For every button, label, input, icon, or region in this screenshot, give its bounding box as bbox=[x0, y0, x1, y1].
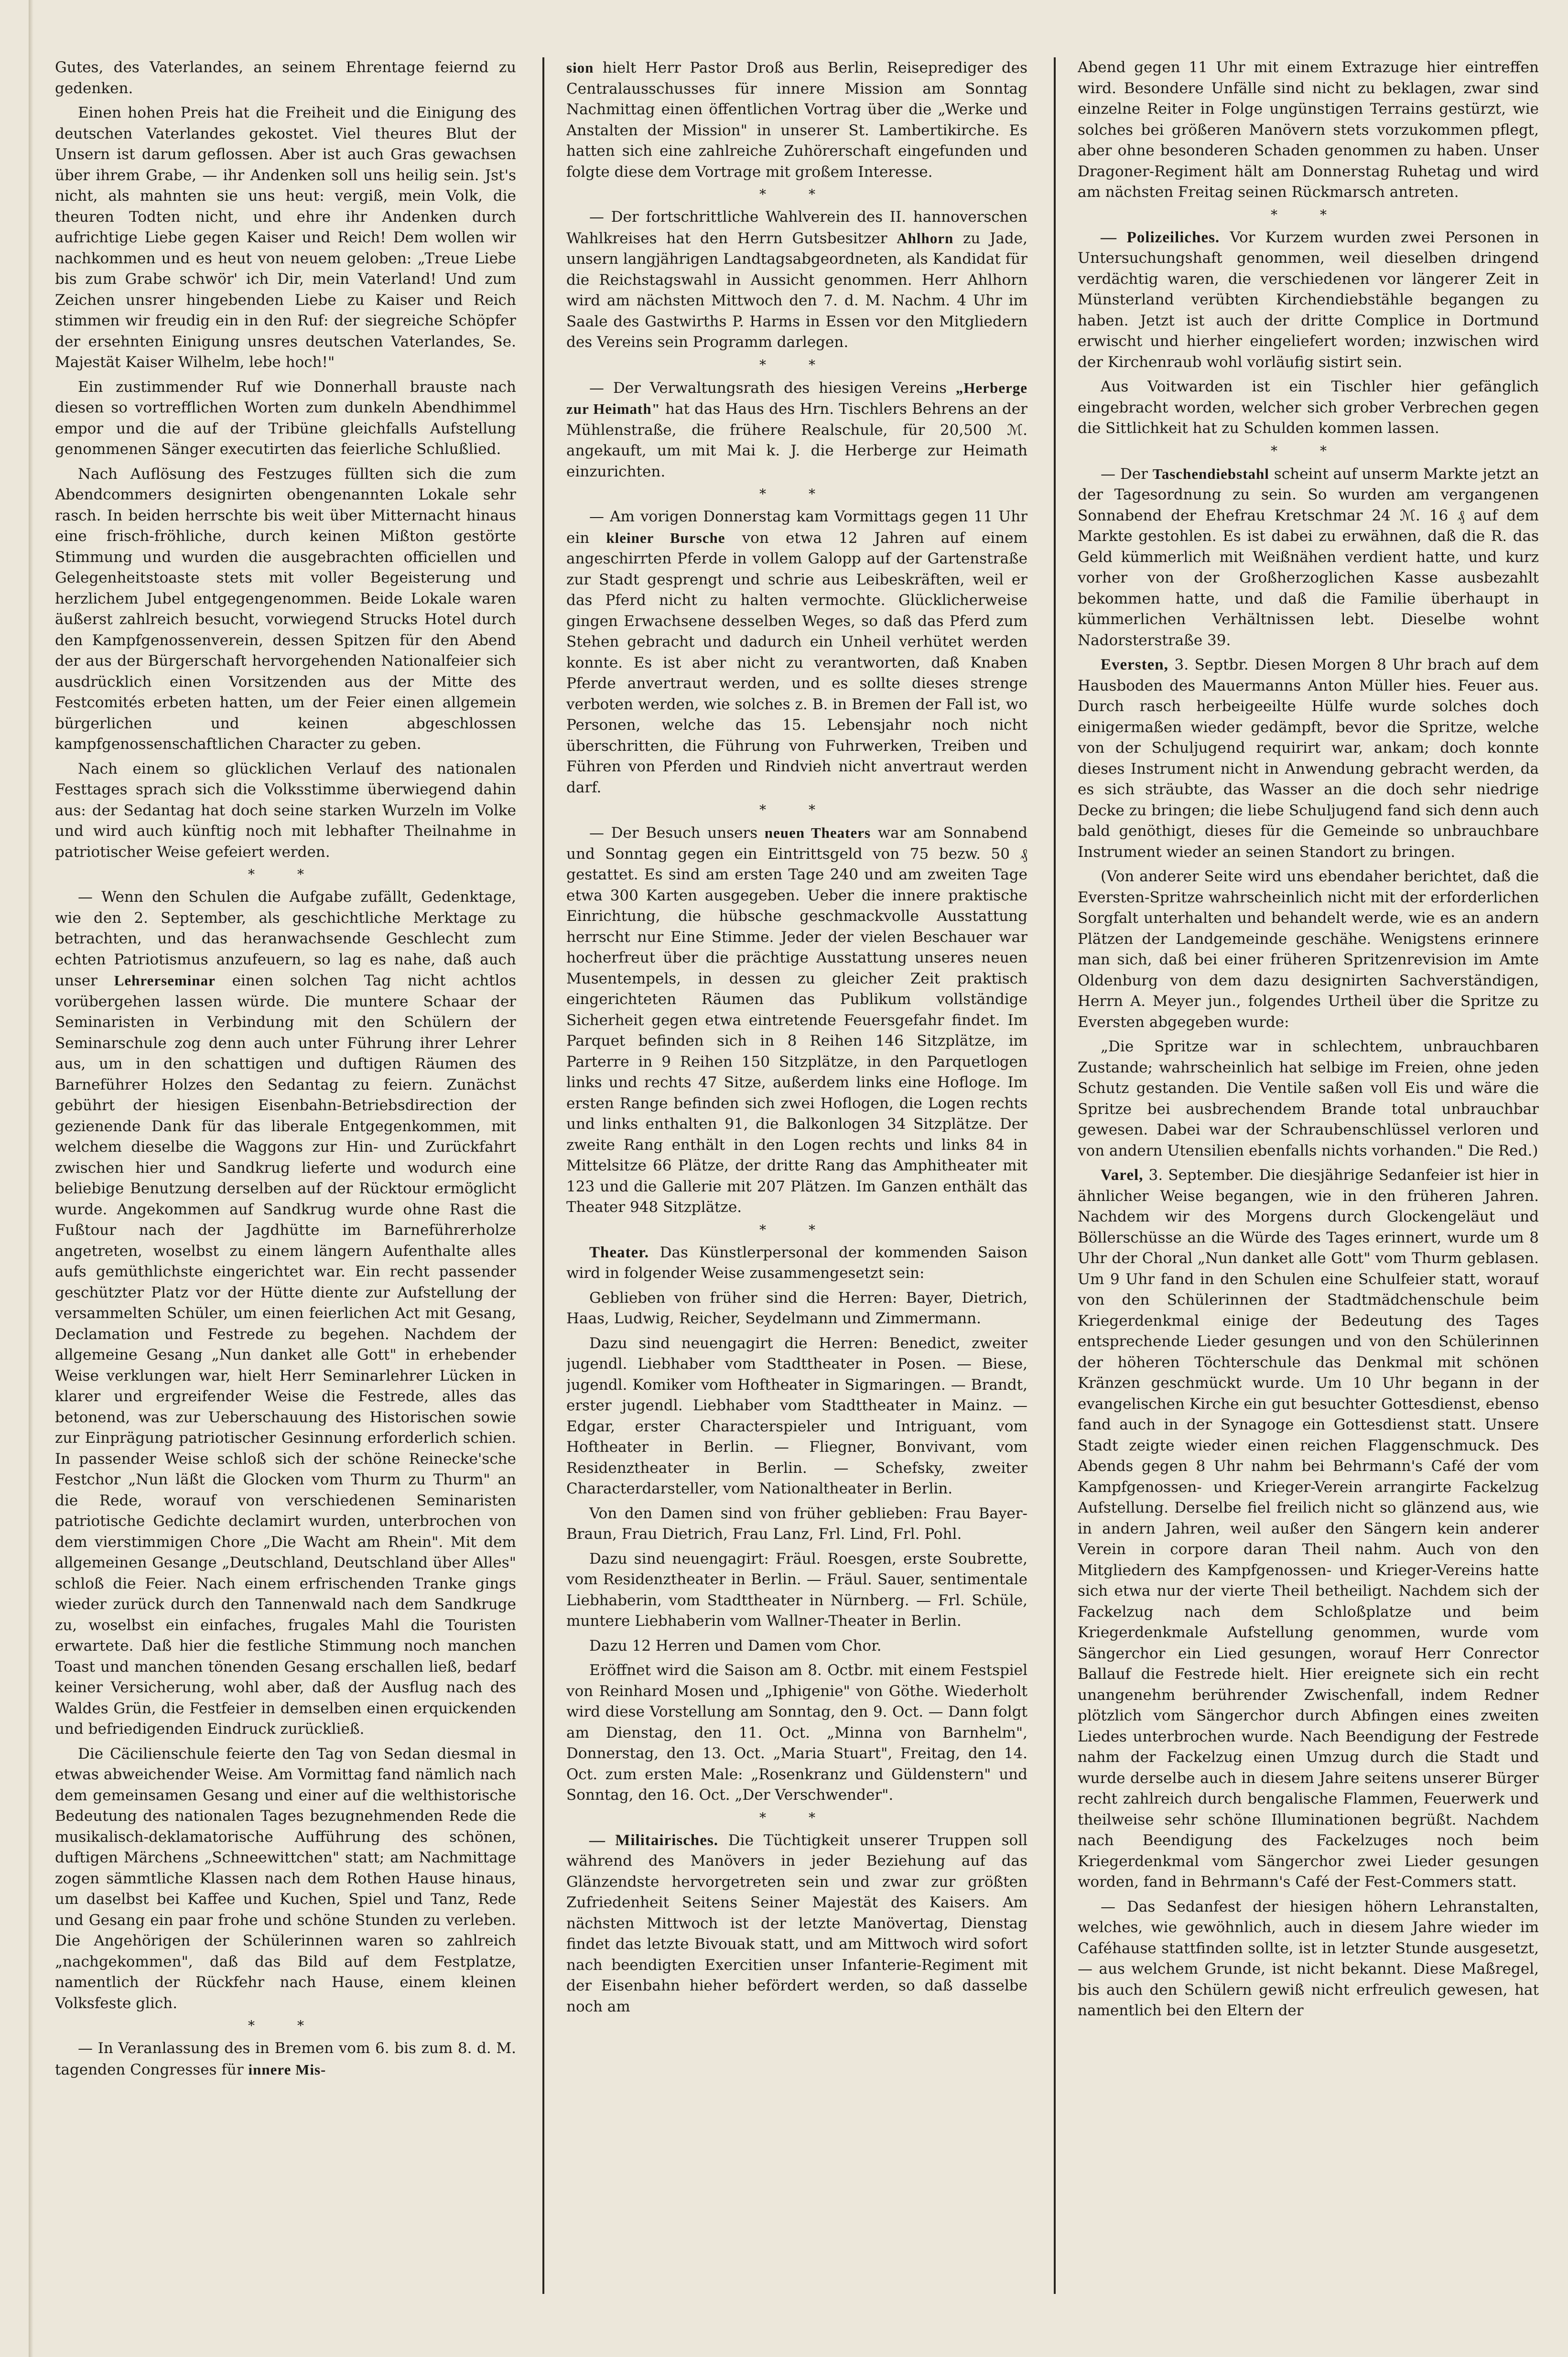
article-paragraph: Dazu 12 Herren und Damen vom Chor. bbox=[589, 1637, 882, 1654]
article-text: — Der Besuch unsers bbox=[589, 824, 758, 842]
article-paragraph: Dazu sind neuengagirt die Herren: Benedict, zweiter jugendl. Liebhaber vom Stadttheater in Posen. — Biese, jugendl. Komiker vom Hoftheater in Sigmaringen. — Brandt, erster jugendl. Liebhaber vom Stadttheater in Mainz. — Edgar, erster Characterspieler und Intriguant, vom Hoftheater in Berlin. — Fliegner, Bonvivant, vom Residenztheater in Berlin. — Schefsky, zweiter Characterdarsteller, vom Nationaltheater in Berlin. bbox=[566, 1334, 1027, 1497]
section-separator: * * bbox=[759, 802, 834, 818]
article-paragraph: Von den Damen sind von früher geblieben: Frau Bayer-Braun, Frau Dietrich, Frau Lanz, Frl. Lind, Frl. Pohl. bbox=[566, 1504, 1027, 1543]
section-separator: * * bbox=[759, 486, 834, 502]
section-separator: * * bbox=[1271, 443, 1346, 459]
article-paragraph bbox=[55, 2038, 516, 2080]
article-paragraph bbox=[566, 378, 1027, 483]
article-text: hielt Herr Pastor Droß aus Berlin, Reiseprediger des Centralausschusses für innere Mission am Sonntag Nachmittag einen öffentlichen Vortrag über die „Werke und Anstalten der Mission" in unserer St. Lambertikirche. Es hatten sich eine zahlreiche Zuhörerschaft eingefunden und folgte diese dem Vortrage mit großem Interesse. bbox=[566, 59, 1027, 181]
column-1 bbox=[55, 57, 516, 2313]
article-paragraph: „Die Spritze war in schlechtem, unbrauchbaren Zustande; wahrscheinlich hat selbige im Freien, ohne jeden Schutz gestanden. Die Ventile saßen voll Eis und wäre die Spritze bei ausbrechendem Brande total unbrauchbar gewesen. Dabei war der Schraubenschlüssel verloren und von andern Utensilien ebenfalls nichts vorhanden." Die Red.) bbox=[1078, 1038, 1539, 1159]
article-paragraph: Geblieben von früher sind die Herren: Bayer, Dietrich, Haas, Ludwig, Reicher, Seydelmann und Zimmermann. bbox=[566, 1289, 1027, 1327]
article-text: — Der bbox=[1101, 465, 1148, 483]
article-keyword: sion bbox=[566, 59, 594, 76]
article-text: 3. September. Die diesjährige Sedanfeier ist hier in ähnlicher Weise begangen, wie in den früheren Jahren. Nachdem wir des Morgens durch Glockengeläut und Böllerschüsse an die Würde des Tages erinnert, wurde um 8 Uhr der Choral „Nun danket alle Gott" vom Thurm geblasen. Um 9 Uhr fand in den Schulen eine Schulfeier statt, worauf von den Schülerinnen der Stadtmädchenschule beim Kriegerdenkmal einige der Bedeutung des Tages entsprechende Lieder gesungen und von den Schülerinnen der höheren Töchterschule das Denkmal mit schönen Kränzen geschmückt wurde. Um 10 Uhr begann in der evangelischen Kirche ein gut besuchter Gottesdienst, ebenso fand auch in der Synagoge ein Gottesdienst statt. Unsere Stadt zeigte wieder einen reichen Flaggenschmuck. Des Abends gegen 8 Uhr nahm bei Behrmann's Café der vom Kampfgenossen- und Krieger-Verein arrangirte Fackelzug Aufstellung. Derselbe fiel freilich nicht so glänzend aus, wie in andern Jahren, weil außer den Sängern kein anderer Verein in corpore daran Theil nahm. Auch von den Mitgliedern des Kampfgenossen- und Krieger-Vereins hatte sich etwa nur der vierte Theil betheiligt. Nachdem sich der Fackelzug nach dem Schloßplatze und beim Kriegerdenkmale Aufstellung genommen, wurde vom Sängerchor ein Lied gesungen, worauf Herr Conrector Ballauf die Festrede hielt. Hier ereignete sich ein recht unangenehm berührender Zwischenfall, indem Redner plötzlich vom Sängerchor durch Abfingen eines zweiten Liedes unterbrochen wurde. Nach Beendigung der Festrede nahm der Fackelzug einen Umzug durch die Stadt und wurde derselbe auch in diesem Jahre seitens unserer Bürger recht zahlreich durch bengalische Flammen, Feuerwerk und theilweise sehr schöne Illuminationen begrüßt. Nachdem nach Beendigung des Fackelzuges noch beim Kriegerdenkmal vom Sängerchor zwei Lieder gesungen worden, fand in Behrmann's Café der Fest-Commers statt. bbox=[1078, 1167, 1539, 1891]
section-separator: * * bbox=[1271, 206, 1346, 223]
article-text: von etwa 12 Jahren auf einem angeschirrten Pferde in vollem Galopp auf der Gartenstraße zur Stadt gesprengt und schrie aus Leibeskräften, weil er das Pferd nicht zu halten vermochte. Glücklicherweise gingen Erwachsene desselben Weges, so daß das Pferd zum Stehen gebracht und dadurch ein Unheil verhütet werden konnte. Es ist aber nicht zu verantworten, daß Knaben Pferde anvertraut werden, und es sollte dieses strenge verboten werden, wie solches z. B. in Bremen der Fall ist, wo Personen, welche das 15. Lebensjahr noch nicht überschritten, die Führung von Fuhrwerken, Treiben und Führen von Pferden und Rindvieh nicht anvertraut werden darf. bbox=[566, 529, 1027, 796]
article-paragraph bbox=[1078, 227, 1539, 373]
section-separator: * * bbox=[248, 866, 323, 882]
column-rule-left bbox=[542, 57, 544, 2294]
article-paragraph bbox=[566, 1243, 1027, 1284]
article-keyword: neuen Theaters bbox=[764, 824, 871, 841]
article-paragraph bbox=[1078, 464, 1539, 651]
article-paragraph: Gutes, des Vaterlandes, an seinem Ehrentage feiernd zu gedenken. bbox=[55, 59, 516, 97]
section-separator: * * bbox=[759, 1809, 834, 1826]
page-binding-edge bbox=[29, 0, 33, 2357]
article-keyword: kleiner Bursche bbox=[606, 529, 725, 546]
article-text: Die Tüchtigkeit unserer Truppen soll während des Manövers in jeder Beziehung auf das Glänzendste hervorgetreten sein und zwar zur größten Zufriedenheit Seitens Seiner Majestät des Kaisers. Am nächsten Mittwoch ist der letzte Manövertag, Dienstag findet das letzte Bivouak statt, und am Mittwoch wird sofort nach beendigten Exercitien unser Infanterie-Regiment mit der Eisenbahn hieher befördert werden, so daß dasselbe noch am bbox=[566, 1831, 1027, 2015]
column-rule-right bbox=[1054, 57, 1056, 2294]
article-paragraph: Eröffnet wird die Saison am 8. Octbr. mit einem Festspiel von Reinhard Mosen und „Iphigenie" von Göthe. Wiederholt wird diese Vorstellung am Sonntag, den 9. Oct. — Dann folgt am Dienstag, den 11. Oct. „Minna von Barnhelm", Donnerstag, den 13. Oct. „Maria Stuart", Freitag, den 14. Oct. zum ersten Male: „Rosenkranz und Güldenstern" und Sonntag, den 16. Oct. „Der Verschwender". bbox=[566, 1662, 1027, 1804]
article-text: hat das Haus des Hrn. Tischlers Behrens an der Mühlenstraße, die frühere Realschule, für 20,500 ℳ. angekauft, um mit Mai k. J. die Herberge zur Heimath einzurichten. bbox=[566, 400, 1027, 480]
article-keyword: Lehrerseminar bbox=[114, 972, 216, 989]
article-paragraph: Einen hohen Preis hat die Freiheit und die Einigung des deutschen Vaterlandes gekostet. Viel theures Blut der Unsern ist darum geflossen. Aber ist auch Gras gewachsen über ihrem Grabe, — ihr Andenken soll uns heilig sein. Jst's nicht, als mahnten sie uns heut: vergiß, mein Volk, die theuren Todten nicht, und ehre ihr Andenken durch aufrichtige Liebe gegen Kaiser und Reich! Dem wollen wir nachkommen und es heut von neuem geloben: „Treue Liebe bis zum Grabe schwör' ich Dir, mein Vaterland! Und zum Zeichen unsrer hingebenden Liebe zu Kaiser und Reich stimmen wir freudig ein in den Ruf: der siegreiche Schöpfer der ersehnten Einigung unsres deutschen Vaterlandes, Se. Majestät Kaiser Wilhelm, lebe hoch!" bbox=[55, 104, 516, 371]
article-heading: Varel, bbox=[1101, 1167, 1144, 1184]
article-keyword: Ahlhorn bbox=[897, 229, 954, 247]
article-paragraph bbox=[566, 822, 1027, 1218]
article-heading: Theater. bbox=[589, 1243, 649, 1261]
section-separator: * * bbox=[248, 2018, 323, 2033]
column-2 bbox=[566, 57, 1027, 2313]
article-text: zu Jade, unsern langjährigen Landtagsabgeordneten, als Kandidat für die Reichstagswahl in Aussicht genommen. Herr Ahlhorn wird am nächsten Mittwoch den 7. d. M. Nachm. 4 Uhr im Saale des Gastwirths P. Harms in Essen vor den Mitgliedern des Vereins sein Programm darlegen. bbox=[566, 229, 1027, 351]
article-paragraph: Die Cäcilienschule feierte den Tag von Sedan diesmal in etwas abweichender Weise. Am Vormittag fand nämlich nach dem gemeinsamen Gesang und einer auf die welthistorische Bedeutung des nationalen Tages bezugnehmenden Rede die musikalisch-deklamatorische Aufführung des schönen, duftigen Märchens „Schneewittchen" statt; am Nachmittage zogen sämmtliche Klassen nach dem Rothen Hause hinaus, um daselbst bei Kaffee und Kuchen, Spiel und Tanz, Rede und Gesang ein paar frohe und schöne Stunden zu verleben. Die Angehörigen der Schülerinnen waren so zahlreich „nachgekommen", daß das Bild auf dem Festplatze, namentlich der Rückfehr nach Hause, einem kleinen Volksfeste glich. bbox=[55, 1745, 516, 2012]
article-text: — Wenn den Schulen die Aufgabe zufällt, Gedenktage, wie den 2. September, als geschichtliche Merktage zu betrachten, und das heranwachsende Geschlecht zum echten Patriotismus anzufeuern, so lag es nahe, daß auch unser bbox=[55, 888, 516, 989]
article-text: 3. Septbr. Diesen Morgen 8 Uhr brach auf dem Hausboden des Mauermanns Anton Müller hies. Feuer aus. Durch rasch herbeigeeilte Hülfe wurde solches doch einigermaßen wieder gedämpft, bevor die Spritze, welche von der Schuljugend requirirt war, ankam; doch konnte dieses Instrument nicht in Anwendung gebracht werden, da es sich sträubte, das Wasser an die doch sehr niedrige Decke zu bringen; die liebe Schuljugend fand sich denn auch bald genöthigt, dieses für die Gemeinde so unbrauchbare Instrument wieder an seinen Standort zu bringen. bbox=[1078, 656, 1539, 861]
article-paragraph bbox=[566, 57, 1027, 183]
column-3 bbox=[1078, 57, 1539, 2313]
article-paragraph: Nach einem so glücklichen Verlauf des nationalen Festtages sprach sich die Volksstimme überwiegend dahin aus: der Sedantag hat doch seine starken Wurzeln im Volke und wird auch künftig noch mit lebhafter Theilnahme in patriotischer Weise gefeiert werden. bbox=[55, 760, 516, 861]
article-paragraph: Aus Voitwarden ist ein Tischler hier gefänglich eingebracht worden, welcher sich grober Verbrechen gegen die Sittlichkeit hat zu Schulden kommen lassen. bbox=[1078, 378, 1539, 437]
article-heading: — Militairisches. bbox=[589, 1831, 718, 1849]
article-paragraph: — Das Sedanfest der hiesigen höhern Lehranstalten, welches, wie gewöhnlich, auch in diesem Jahre wieder im Caféhause stattfinden sollte, ist in letzter Stunde ausgesetzt, — aus welchem Grunde, ist nicht bekannt. Diese Maßregel, bis auch den Schülern gewiß nicht erfreulich gewesen, hat namentlich bei den Eltern der bbox=[1078, 1898, 1539, 2019]
article-paragraph bbox=[55, 887, 516, 1740]
article-keyword: „Herberge zur Heimath" bbox=[566, 379, 1027, 417]
article-text: — Der Verwaltungsrath des hiesigen Vereins bbox=[589, 379, 947, 397]
article-paragraph: Dazu sind neuengagirt: Fräul. Roesgen, erste Soubrette, vom Residenztheater in Berlin. — Fräul. Sauer, sentimentale Liebhaberin, vom Stadttheater in Nürnberg. — Frl. Schüle, muntere Liebhaberin vom Wallner-Theater in Berlin. bbox=[566, 1550, 1027, 1630]
article-paragraph bbox=[566, 507, 1027, 798]
article-text: einen solchen Tag nicht achtlos vorübergehen lassen würde. Die muntere Schaar der Seminaristen in Verbindung mit den Schülern der Seminarschule zog denn auch unter Führung ihrer Lehrer aus, um in den schattigen und duftigen Räumen des Barneführer Holzes den Sedantag zu feiern. Zunächst gebührt der hiesigen Eisenbahn-Betriebsdirection der gezienende Dank für das liberale Entgegenkommen, mit welchem dieselbe die Waggons zur Hin- und Zurückfahrt zwischen hier und Sandkrug lieferte und wodurch eine beliebige Benutzung derselben auf der Rücktour ermöglicht wurde. Angekommen auf Sandkrug wurde ohne Rast die Fußtour nach der Jagdhütte im Barneführerholze angetreten, woselbst zu einem längern Aufenthalte alles aufs gemüthlichste eingerichtet war. Ein recht passender geschützter Platz vor der Hütte diente zur Aufstellung der versammelten Schüler, um einen feierlichen Act mit Gesang, Declamation und Festrede zu begehen. Nachdem der allgemeine Gesang „Nun danket alle Gott" in erhebender Weise verklungen war, hielt Herr Seminarlehrer Lücken in klarer und ergreifender Weise die Festrede, alles das betonend, was zur Ueberschauung des Historischen sowie zur Einprägung patriotischer Gesinnung erforderlich schien. In passender Weise schloß sich der schöne Reinecke'sche Festchor „Nun läßt die Glocken vom Thurm zu Thurm" an die Rede, worauf von verschiedenen Seminaristen patriotische Gedichte declamirt wurden, unterbrochen von dem vierstimmigen Chore „Die Wacht am Rhein". Mit dem allgemeinen Gesange „Deutschland, Deutschland über Alles" schloß die Feier. Nach einem erfrischenden Tranke gings wieder zurück durch den Tannenwald nach dem Sandkruge zu, woselbst ein einfaches, frugales Mahl die Touristen erwartete. Daß hier die festliche Stimmung noch manchen Toast und manchen tönenden Gesang erschallen ließ, bedarf keiner Versicherung, wohl aber, daß der Ausflug nach des Waldes Grün, die Festfeier in demselben einen erquickenden und befriedigenden Eindruck zurückließ. bbox=[55, 972, 516, 1738]
article-heading: Eversten, bbox=[1101, 656, 1168, 673]
article-paragraph: Abend gegen 11 Uhr mit einem Extrazuge hier eintreffen wird. Besondere Unfälle sind nicht zu beklagen, zwar sind einzelne Reiter in Folge ungünstigen Terrains gestürzt, wie solches bei größeren Manövern stets vorzukommen pflegt, aber ohne besonderen Schaden genommen zu haben. Unser Dragoner-Regiment hält am Donnerstag Ruhetag und wird am nächsten Freitag seinen Rückmarsch antreten. bbox=[1078, 59, 1539, 201]
article-text: Das Künstlerpersonal der kommenden Saison wird in folgender Weise zusammengesetzt sein: bbox=[566, 1243, 1027, 1282]
article-text: scheint auf unserm Markte jetzt an der Tagesordnung zu sein. So wurden am vergangenen Sonnabend der Ehefrau Kretschmar 24 ℳ. 16 ₰ auf dem Markte gestohlen. Es ist dabei zu erwähnen, daß die R. das Geld kümmerlich mit Weißnähen verdient hatte, und kurz vorher von der Großherzoglichen Kasse ausbezahlt bekommen hatte, und daß die Familie überhaupt in kümmerlichen Verhältnissen lebt. Dieselbe wohnt Nadorsterstraße 39. bbox=[1078, 465, 1539, 649]
article-paragraph bbox=[1078, 1165, 1539, 1893]
article-text: — In Veranlassung des in Bremen vom 6. bis zum 8. d. M. tagenden Congresses für bbox=[55, 2040, 516, 2078]
section-separator: * * bbox=[759, 186, 834, 202]
section-separator: * * bbox=[759, 1222, 834, 1238]
article-text: — Am vorigen Donnerstag kam Vormittags gegen 11 Uhr ein bbox=[566, 508, 1027, 547]
article-heading: — Polizeiliches. bbox=[1101, 228, 1220, 246]
article-text: — Der fortschrittliche Wahlverein des II. hannoverschen Wahlkreises hat den Herrn Gutsbesitzer bbox=[566, 208, 1027, 247]
article-text: Vor Kurzem wurden zwei Personen in Untersuchungshaft genommen, weil dieselben dringend verdächtig waren, die verschiedenen vor längerer Zeit in Münsterland verübten Kirchendiebstähle begangen zu haben. Jetzt ist auch der dritte Complice in Dortmund erwischt und hierher eingeliefert worden; inzwischen wird der Kirchenraub wohl vorläufig sistirt sein. bbox=[1078, 228, 1539, 371]
article-paragraph bbox=[566, 207, 1027, 353]
article-keyword: Taschendiebstahl bbox=[1152, 465, 1269, 482]
article-paragraph: (Von anderer Seite wird uns ebendaher berichtet, daß die Eversten-Spritze wahrscheinlich nicht mit der erforderlichen Sorgfalt unterhalten und behandelt werde, wie es an andern Plätzen der Landgemeinde geschähe. Wenigstens erinnere man sich, daß bei einer früheren Spritzenrevision im Amte Oldenburg von dem dazu designirten Sachverständigen, Herrn A. Meyer jun., folgendes Urtheil über die Spritze zu Eversten abgegeben wurde: bbox=[1078, 868, 1539, 1031]
section-separator: * * bbox=[759, 357, 834, 373]
article-paragraph bbox=[1078, 655, 1539, 863]
newspaper-page bbox=[55, 57, 1539, 2313]
article-paragraph bbox=[566, 1830, 1027, 2018]
article-paragraph: Ein zustimmender Ruf wie Donnerhall brauste nach diesen so vortrefflichen Worten zum dunkeln Abendhimmel empor und die auf der Tribüne gleichfalls Aufstellung genommenen Sänger executirten das feierliche Schlußlied. bbox=[55, 378, 516, 458]
article-keyword: innere Mis- bbox=[248, 2061, 326, 2078]
article-paragraph: Nach Auflösung des Festzuges füllten sich die zum Abendcommers designirten obengenannten Lokale sehr rasch. In beiden herrschte bis weit über Mitternacht hinaus eine frisch-fröhliche, durch keinen Mißton gestörte Stimmung und wurden die ausgebrachten officiellen und Gelegenheitstoaste stets mit voller Begeisterung und herzlichem Jubel entgegengenommen. Beide Lokale waren äußerst zahlreich besucht, vorwiegend Strucks Hotel durch den Kampfgenossenverein, dessen Spitzen für den Abend der aus der Bürgerschaft hervorgehenden Nationalfeier sich ausdrücklich einen Vorsitzenden aus der Mitte des Festcomités erbeten hatten, um der Feier einen allgemein bürgerlichen und keinen abgeschlossen kampfgenossenschaftlichen Character zu geben. bbox=[55, 465, 516, 753]
article-text: war am Sonnabend und Sonntag gegen ein Eintrittsgeld von 75 bezw. 50 ₰ gestattet. Es sind am ersten Tage 240 und am zweiten Tage etwa 300 Karten ausgegeben. Ueber die innere praktische Einrichtung, die hübsche geschmackvolle Ausstattung herrscht nur Eine Stimme. Jeder der vielen Beschauer war hocherfreut über die prächtige Ausstattung unseres neuen Musentempels, in dessen zu gleicher Zeit praktisch eingerichteten Räumen das Publikum vollständige Sicherheit gegen etwa eintretende Feuersgefahr findet. Im Parquet befinden sich in 8 Reihen 146 Sitzplätze, im Parterre in 9 Reihen 150 Sitzplätze, in den Parquetlogen links und rechts 47 Sitze, außerdem links eine Hofloge. Im ersten Range befinden sich zwei Hoflogen, die Logen rechts und links enthalten 91, die Balkonlogen 34 Sitzplätze. Der zweite Rang enthält in den Logen rechts und links 84 in Mittelsitze 66 Plätze, der dritte Rang das Amphitheater mit 123 und die Gallerie mit 207 Plätzen. Im Ganzen enthält das Theater 948 Sitzplätze. bbox=[566, 824, 1027, 1216]
